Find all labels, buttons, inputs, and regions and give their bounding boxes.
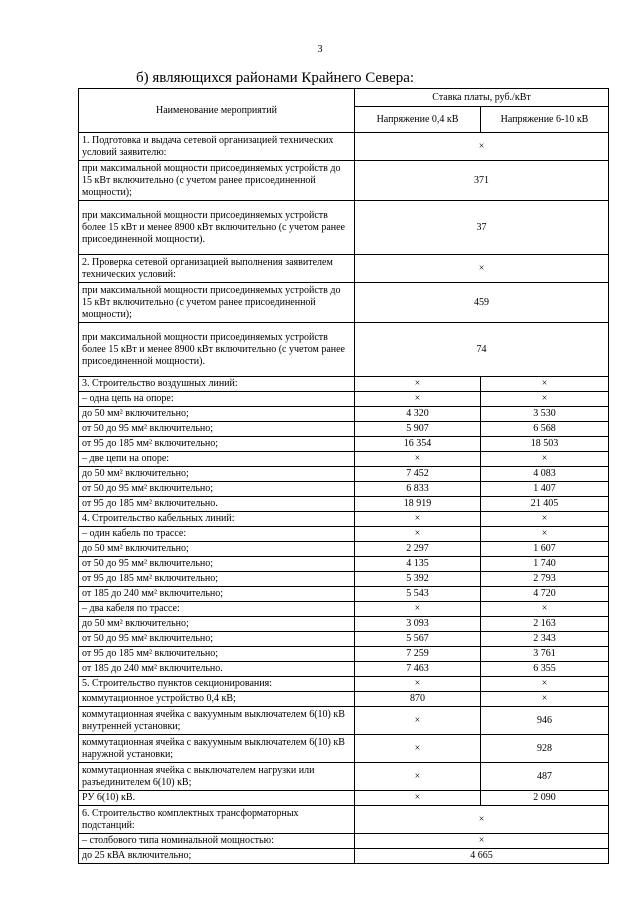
table-row [79,392,609,407]
page-number: 3 [317,44,323,55]
table-row [79,557,609,572]
rate-610-cell: 487 [481,763,609,791]
row-name-cell: от 50 до 95 мм² включительно; [79,482,355,497]
rate-610-cell: 1 740 [481,557,609,572]
rate-04-cell: 5 392 [355,572,481,587]
rate-04-cell: × [355,602,481,617]
rate-610-cell: 2 090 [481,791,609,806]
table-row [79,255,609,283]
row-name-cell: 1. Подготовка и выдача сетевой организацией технических условий заявителю: [79,133,355,161]
table-row [79,632,609,647]
table-row [79,467,609,482]
rate-04-cell: × [355,512,481,527]
row-name-cell: от 50 до 95 мм² включительно; [79,632,355,647]
rate-610-cell: 2 163 [481,617,609,632]
row-name-cell: при максимальной мощности присоединяемых устройств до 15 кВт включительно (с учетом ранее присоединенной мощности); [79,161,355,201]
row-name-cell: – столбового типа номинальной мощностью: [79,834,355,849]
merged-rate-cell: 74 [355,323,609,377]
row-name-cell: коммутационное устройство 0,4 кВ; [79,692,355,707]
table-row [79,283,609,323]
rate-610-cell: × [481,512,609,527]
merged-rate-cell: × [355,834,609,849]
table-row [79,677,609,692]
table-row [79,497,609,512]
rate-610-cell: 1 607 [481,542,609,557]
rate-04-cell: 7 259 [355,647,481,662]
rate-04-cell: × [355,707,481,735]
rate-04-cell: 5 907 [355,422,481,437]
section-heading: б) являющихся районами Крайнего Севера: [136,70,415,86]
row-name-cell: коммутационная ячейка с выключателем нагрузки или разъединителем 6(10) кВ; [79,763,355,791]
col-header-voltage-610: Напряжение 6-10 кВ [481,107,609,133]
rate-04-cell: × [355,735,481,763]
table-row [79,849,609,864]
rate-04-cell: 2 297 [355,542,481,557]
row-name-cell: коммутационная ячейка с вакуумным выключателем 6(10) кВ наружной установки; [79,735,355,763]
table-row [79,692,609,707]
row-name-cell: до 50 мм² включительно; [79,542,355,557]
table-row [79,806,609,834]
merged-rate-cell: × [355,255,609,283]
rate-610-cell: 946 [481,707,609,735]
table-row [79,542,609,557]
rate-04-cell: 18 919 [355,497,481,512]
row-name-cell: до 50 мм² включительно; [79,467,355,482]
rate-04-cell: × [355,452,481,467]
row-name-cell: от 95 до 185 мм² включительно; [79,437,355,452]
table-row [79,647,609,662]
table-row [79,407,609,422]
table-row [79,587,609,602]
rate-610-cell: × [481,527,609,542]
merged-rate-cell: 371 [355,161,609,201]
rate-610-cell: × [481,602,609,617]
rate-610-cell: 6 568 [481,422,609,437]
rate-04-cell: × [355,763,481,791]
row-name-cell: – два кабеля по трассе: [79,602,355,617]
rate-610-cell: 4 083 [481,467,609,482]
table-row [79,572,609,587]
table-row [79,512,609,527]
table-row [79,161,609,201]
table-row [79,763,609,791]
rate-04-cell: × [355,527,481,542]
col-header-rate: Ставка платы, руб./кВт [355,89,609,107]
row-name-cell: при максимальной мощности присоединяемых устройств более 15 кВт и менее 8900 кВт включительно (с учетом ранее присоединенной мощности). [79,323,355,377]
row-name-cell: 6. Строительство комплектных трансформаторных подстанций: [79,806,355,834]
row-name-cell: – одна цепь на опоре: [79,392,355,407]
row-name-cell: 3. Строительство воздушных линий: [79,377,355,392]
merged-rate-cell: × [355,806,609,834]
table-row [79,662,609,677]
tariff-table [78,88,609,864]
row-name-cell: 5. Строительство пунктов секционирования: [79,677,355,692]
rate-610-cell: 2 343 [481,632,609,647]
merged-rate-cell: 459 [355,283,609,323]
table-row [79,437,609,452]
rate-04-cell: 5 567 [355,632,481,647]
rate-610-cell: 21 405 [481,497,609,512]
rate-04-cell: × [355,377,481,392]
row-name-cell: при максимальной мощности присоединяемых устройств более 15 кВт и менее 8900 кВт включительно (с учетом ранее присоединенной мощности). [79,201,355,255]
table-row [79,133,609,161]
table-row [79,735,609,763]
rate-610-cell: × [481,377,609,392]
table-row [79,377,609,392]
rate-04-cell: 870 [355,692,481,707]
table-row [79,422,609,437]
row-name-cell: от 50 до 95 мм² включительно; [79,557,355,572]
table-row [79,602,609,617]
row-name-cell: 2. Проверка сетевой организацией выполнения заявителем технических условий: [79,255,355,283]
rate-04-cell: 3 093 [355,617,481,632]
merged-rate-cell: 4 665 [355,849,609,864]
rate-04-cell: 4 320 [355,407,481,422]
row-name-cell: от 185 до 240 мм² включительно; [79,587,355,602]
table-row [79,527,609,542]
rate-610-cell: × [481,392,609,407]
row-name-cell: коммутационная ячейка с вакуумным выключателем 6(10) кВ внутренней установки; [79,707,355,735]
rate-610-cell: × [481,692,609,707]
rate-610-cell: × [481,677,609,692]
row-name-cell: 4. Строительство кабельных линий: [79,512,355,527]
rate-04-cell: × [355,392,481,407]
table-row [79,482,609,497]
rate-610-cell: 18 503 [481,437,609,452]
rate-04-cell: 7 452 [355,467,481,482]
table-row [79,707,609,735]
table-row [79,452,609,467]
rate-610-cell: 3 761 [481,647,609,662]
rate-610-cell: 928 [481,735,609,763]
table-row [79,834,609,849]
row-name-cell: от 95 до 185 мм² включительно; [79,647,355,662]
table-row [79,617,609,632]
row-name-cell: РУ 6(10) кВ. [79,791,355,806]
rate-610-cell: 3 530 [481,407,609,422]
row-name-cell: от 95 до 185 мм² включительно. [79,497,355,512]
rate-610-cell: 4 720 [481,587,609,602]
row-name-cell: от 95 до 185 мм² включительно; [79,572,355,587]
rate-610-cell: 2 793 [481,572,609,587]
table-row [79,201,609,255]
rate-04-cell: 16 354 [355,437,481,452]
rate-04-cell: × [355,791,481,806]
table-row [79,323,609,377]
rate-610-cell: × [481,452,609,467]
row-name-cell: от 50 до 95 мм² включительно; [79,422,355,437]
rate-04-cell: 5 543 [355,587,481,602]
row-name-cell: до 50 мм² включительно; [79,617,355,632]
col-header-voltage-04: Напряжение 0,4 кВ [355,107,481,133]
col-header-name: Наименование мероприятий [79,89,355,133]
row-name-cell: до 25 кВА включительно; [79,849,355,864]
row-name-cell: от 185 до 240 мм² включительно. [79,662,355,677]
rate-610-cell: 1 407 [481,482,609,497]
row-name-cell: до 50 мм² включительно; [79,407,355,422]
merged-rate-cell: 37 [355,201,609,255]
rate-610-cell: 6 355 [481,662,609,677]
merged-rate-cell: × [355,133,609,161]
rate-04-cell: 4 135 [355,557,481,572]
row-name-cell: – две цепи на опоре: [79,452,355,467]
row-name-cell: при максимальной мощности присоединяемых устройств до 15 кВт включительно (с учетом ранее присоединенной мощности); [79,283,355,323]
row-name-cell: – один кабель по трассе: [79,527,355,542]
rate-04-cell: × [355,677,481,692]
table-row [79,791,609,806]
rate-04-cell: 7 463 [355,662,481,677]
rate-04-cell: 6 833 [355,482,481,497]
